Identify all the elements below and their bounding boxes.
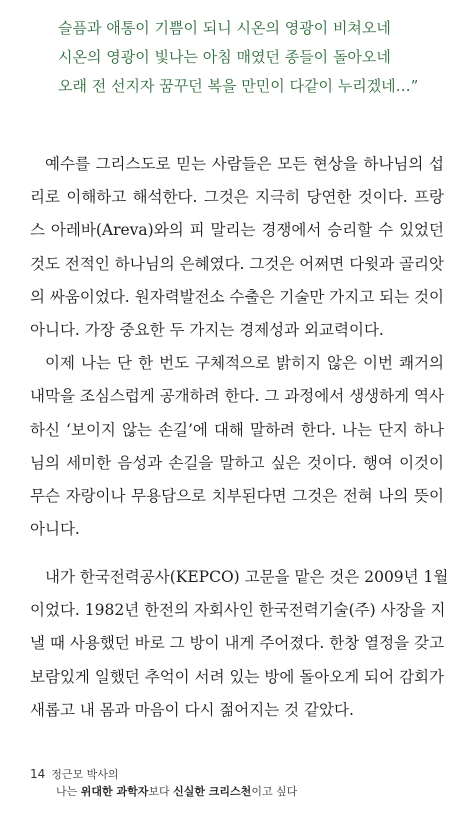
poem-stanza [58, 14, 458, 101]
text-line: 보람있게 일했던 추억이 서려 있는 방에 돌아오게 되어 감회가 [30, 667, 444, 686]
text-line: 의 싸움이었다. 원자력발전소 수출은 기술만 가지고 되는 것이 [30, 287, 444, 306]
text-line: 님의 세미한 음성과 손길을 말하고 싶은 것이다. 행여 이것이 [30, 453, 444, 472]
text-line: 하신 ‘보이지 않는 손길’에 대해 말하려 한다. 나는 단지 하나 [30, 420, 444, 439]
poem-line: 슬픔과 애통이 기쁨이 되니 시온의 영광이 비쳐오네 [58, 19, 391, 37]
book-title [30, 783, 297, 800]
page-number: 14 [30, 767, 46, 781]
text-line: 내가 한국전력공사(KEPCO) 고문을 맡은 것은 2009년 1월 [45, 568, 449, 586]
book-author: 정근모 박사의 [51, 768, 119, 781]
text-line: 리로 이해하고 해석한다. 그것은 지극히 당연한 것이다. 프랑 [30, 188, 444, 207]
poem-line: 시온의 영광이 빛나는 아침 매였던 종들이 돌아오네 [58, 48, 391, 66]
text-line: 것도 전적인 하나님의 은혜였다. 그것은 어쩌면 다윗과 골리앗 [30, 254, 444, 273]
text-line: 무슨 자랑이나 무용담으로 치부된다면 그것은 전혀 나의 뜻이 [30, 486, 444, 505]
page-footer [30, 766, 297, 800]
poem-line: 오래 전 선지자 꿈꾸던 복을 만민이 다같이 누리겠네…” [58, 77, 419, 95]
title-text: 이고 싶다 [251, 785, 298, 798]
text-line: 아니다. [30, 520, 80, 539]
text-line: 스 아레바(Areva)와의 피 말리는 경쟁에서 승리할 수 있었던 [30, 221, 444, 240]
paragraph-1 [30, 148, 444, 546]
title-text: 나는 [56, 785, 81, 798]
text-line: 예수를 그리스도로 믿는 사람들은 모든 현상을 하나님의 섭 [45, 155, 444, 173]
text-line: 새롭고 내 몸과 마음이 다시 젊어지는 것 같았다. [30, 700, 354, 719]
text-line: 낼 때 사용했던 바로 그 방이 내게 주어졌다. 한창 열정을 갖고 [30, 634, 444, 653]
paragraph-2 [30, 561, 449, 727]
text-line: 아니다. 가장 중요한 두 가지는 경제성과 외교력이다. [30, 320, 384, 339]
title-emphasis: 위대한 과학자 [80, 785, 149, 798]
text-line: 이었다. 1982년 한전의 자회사인 한국전력기술(주) 사장을 지 [30, 601, 446, 620]
text-line: 내막을 조심스럽게 공개하려 한다. 그 과정에서 생생하게 역사 [30, 387, 444, 406]
title-emphasis: 신실한 크리스천 [173, 785, 252, 798]
title-text: 보다 [148, 785, 174, 798]
text-line: 이제 나는 단 한 번도 구체적으로 밝히지 않은 이번 쾌거의 [45, 354, 444, 373]
